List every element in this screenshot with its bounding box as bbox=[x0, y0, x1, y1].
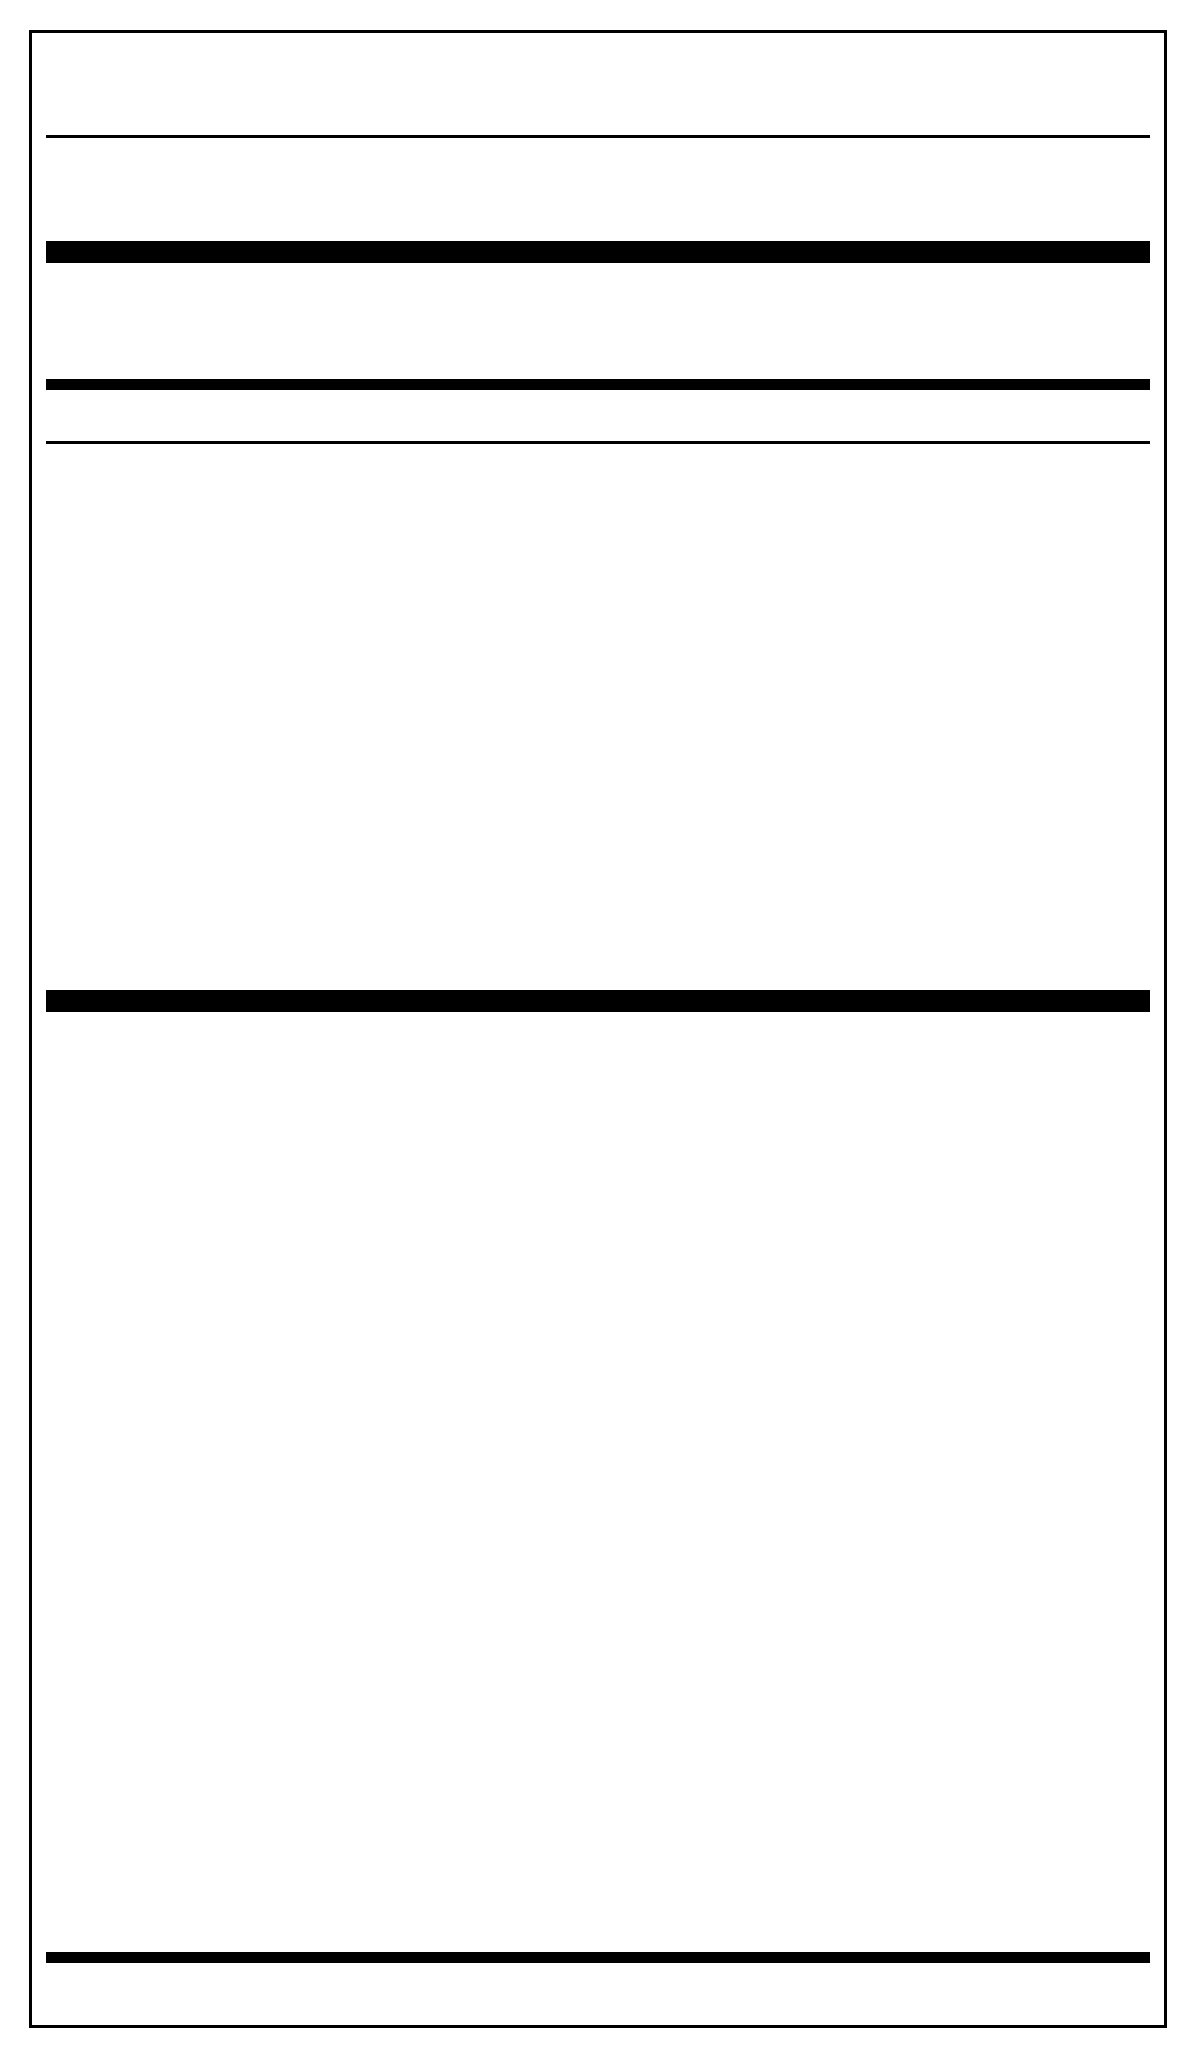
medium-divider bbox=[46, 379, 1150, 390]
nutrition-facts-label bbox=[29, 30, 1167, 2028]
thick-divider bbox=[46, 241, 1150, 263]
divider bbox=[46, 441, 1150, 444]
divider bbox=[46, 135, 1150, 138]
thick-divider bbox=[46, 990, 1150, 1012]
label-content bbox=[46, 33, 1150, 2025]
medium-divider bbox=[46, 1952, 1150, 1963]
